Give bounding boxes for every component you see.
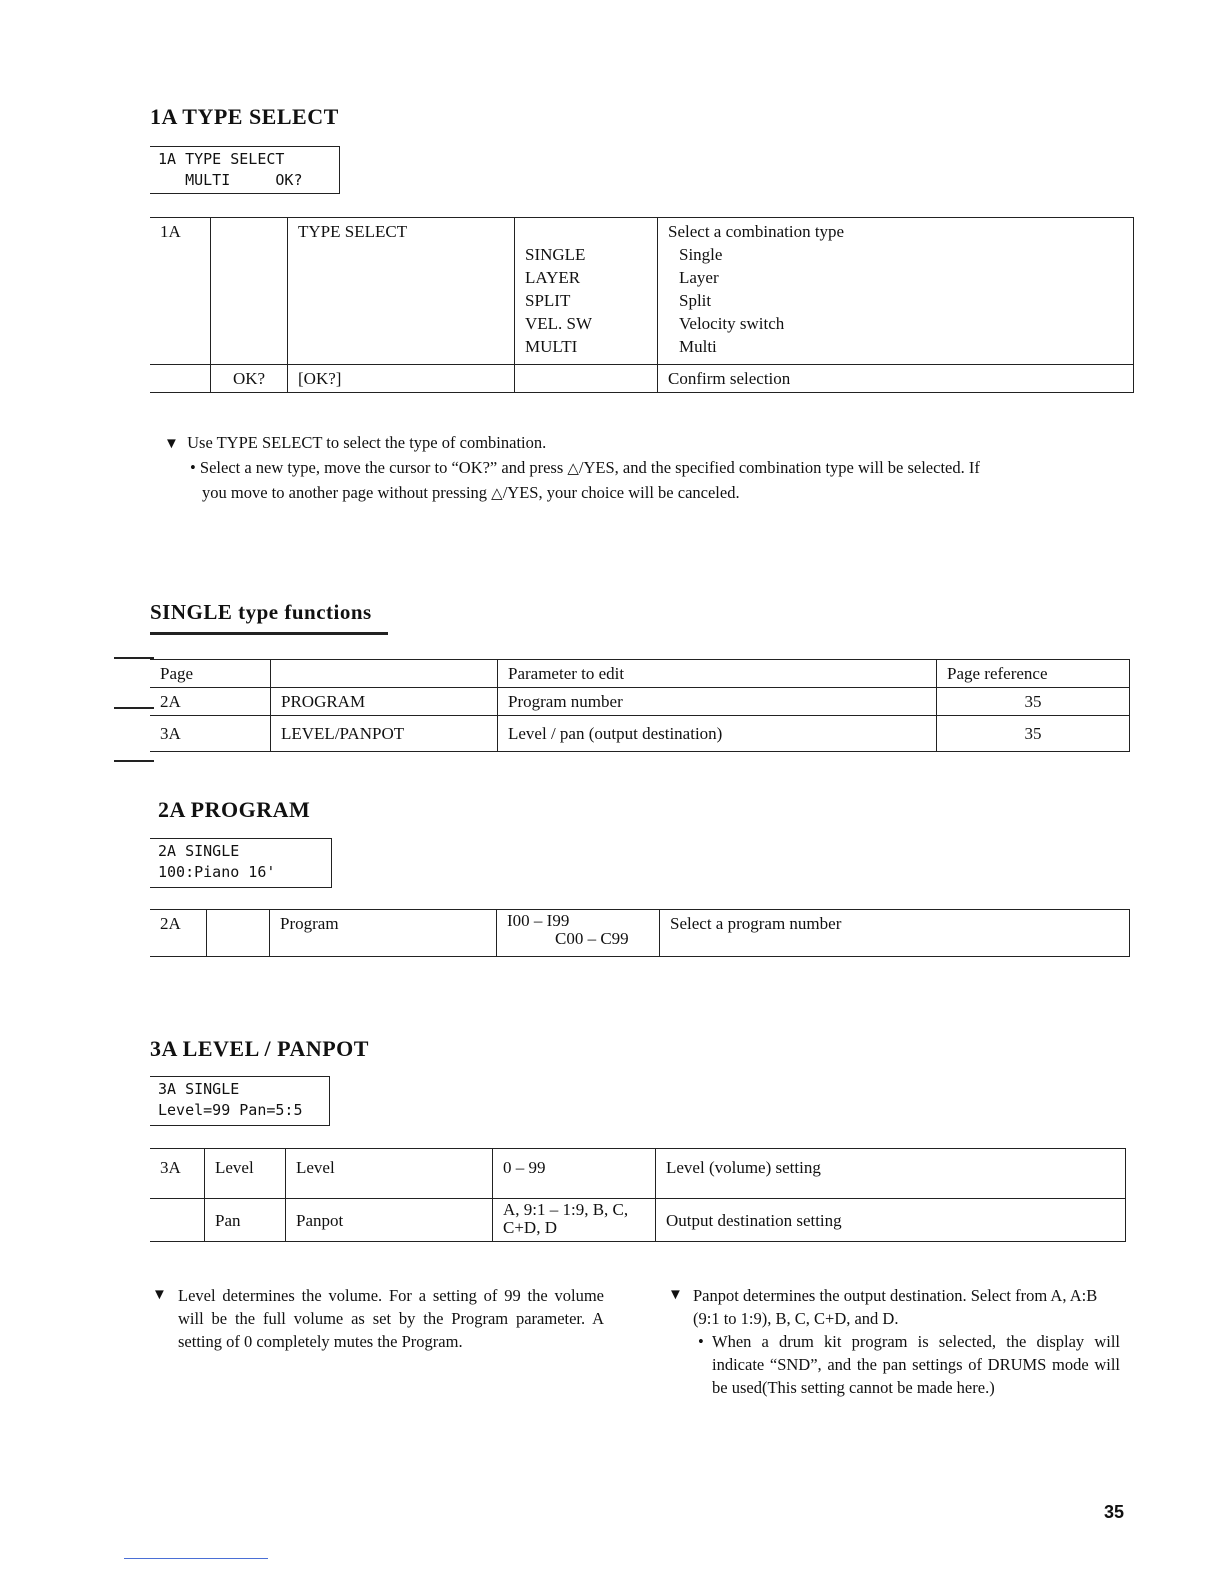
panpot-note: [668, 1284, 1120, 1399]
section-heading-program: 2A PROGRAM: [158, 797, 311, 822]
note-right-sub: When a drum kit program is selected, the display will indicate “SND”, and the pan settings of DRUMS mode will be used(This setting cannot be made here.): [712, 1332, 1120, 1397]
footer-rule: [124, 1558, 268, 1559]
value-layer: LAYER: [525, 268, 581, 287]
margin-rule: [114, 707, 154, 709]
lcd-display-program: [150, 838, 332, 888]
row-param: Level / pan (output destination): [498, 716, 937, 752]
abbr-cell: [211, 218, 288, 365]
header-name: [271, 660, 498, 688]
desc-cell: Select a program number: [660, 910, 1130, 957]
page-cell: 1A: [150, 218, 211, 365]
note-sub-2: you move to another page without pressing: [202, 483, 488, 502]
desc-cell: [658, 218, 1134, 365]
value-single: SINGLE: [525, 245, 586, 264]
param-cell: Program: [270, 910, 497, 957]
value-multi: MULTI: [525, 337, 578, 356]
lcd-line-1: 1A TYPE SELECT: [158, 150, 285, 168]
note-sub-yes2: /YES, your choice will be canceled.: [502, 483, 740, 502]
note-left-text: Level determines the volume. For a setting of 99 the volume will be the full volume as set by the Program parameter. A setting of 0 completely mutes the Program.: [178, 1286, 604, 1351]
range-internal: I00 – I99: [507, 911, 570, 930]
type-select-notes: ▼ Use TYPE SELECT to select the type of combination. • Select a new type, move the cursor to “OK?” and press △/YES, and the specified combination type will be selected. If you move to another page without pressing △/YES, your choice will be canceled.: [164, 433, 980, 502]
lcd-display-type-select: [150, 146, 340, 194]
table-row: [150, 716, 1130, 752]
row-param: Program number: [498, 688, 937, 716]
row-ref: 35: [937, 716, 1130, 752]
abbr-cell: OK?: [211, 365, 288, 393]
type-select-table: [150, 217, 1134, 393]
note-main: Use TYPE SELECT to select the type of combination.: [187, 433, 547, 452]
triangle-up-icon: △: [491, 486, 503, 502]
bullet-dot: •: [698, 1332, 704, 1351]
table-row: [150, 660, 1130, 688]
param-cell: TYPE SELECT: [288, 218, 515, 365]
table-row: [150, 1149, 1126, 1199]
table-row: [150, 1199, 1126, 1242]
page-number: 35: [1104, 1502, 1125, 1522]
desc-velocity: Velocity switch: [679, 314, 785, 333]
table-row: [150, 688, 1130, 716]
table-row: [150, 365, 1134, 393]
single-functions-table: [150, 659, 1130, 752]
margin-rule: [114, 657, 154, 659]
level-panpot-table: [150, 1148, 1126, 1242]
row-name: PROGRAM: [271, 688, 498, 716]
desc-cell: Level (volume) setting: [656, 1149, 1126, 1199]
triangle-down-icon: ▼: [164, 436, 179, 452]
value-vel-sw: VEL. SW: [525, 314, 593, 333]
values-cell: [515, 218, 658, 365]
table-row: [150, 218, 1134, 365]
page-cell: [150, 365, 211, 393]
abbr-cell: Level: [205, 1149, 286, 1199]
margin-rule: [114, 760, 154, 762]
abbr-cell: [207, 910, 270, 957]
section-heading-type-select: 1A TYPE SELECT: [150, 104, 339, 129]
triangle-up-icon: △: [567, 461, 579, 477]
lcd-line-1: 3A SINGLE: [158, 1080, 240, 1098]
lcd-display-level-panpot: [150, 1076, 330, 1126]
lcd-line-2: 100:Piano 16': [158, 863, 276, 881]
header-param: Parameter to edit: [498, 660, 937, 688]
value-split: SPLIT: [525, 291, 571, 310]
row-page: 2A: [150, 688, 271, 716]
param-cell: Level: [286, 1149, 493, 1199]
header-ref: Page reference: [937, 660, 1130, 688]
row-ref: 35: [937, 688, 1130, 716]
desc-cell: Confirm selection: [658, 365, 1134, 393]
heading-underline: [150, 632, 388, 635]
lcd-line-2: Level=99 Pan=5:5: [158, 1101, 303, 1119]
param-cell: Panpot: [286, 1199, 493, 1242]
table-row: [150, 910, 1130, 957]
desc-single: Single: [679, 245, 723, 264]
desc-split: Split: [679, 291, 712, 310]
page-cell: 2A: [150, 910, 207, 957]
section-heading-level-panpot: 3A LEVEL / PANPOT: [150, 1036, 369, 1061]
page-cell: 3A: [150, 1149, 205, 1199]
lcd-line-2: MULTI OK?: [158, 171, 303, 189]
page-cell: [150, 1199, 205, 1242]
note-sub-1: Select a new type, move the cursor to “OK?” and press: [199, 458, 564, 477]
desc-title: Select a combination type: [668, 222, 845, 241]
lcd-line-1: 2A SINGLE: [158, 842, 240, 860]
note-sub-yes: /YES, and the specified combination type will be selected. If: [578, 458, 980, 477]
row-page: 3A: [150, 716, 271, 752]
values-cell: [515, 365, 658, 393]
abbr-cell: Pan: [205, 1199, 286, 1242]
desc-cell: Output destination setting: [656, 1199, 1126, 1242]
desc-multi: Multi: [679, 337, 717, 356]
range-card: C00 – C99: [555, 929, 629, 948]
desc-layer: Layer: [679, 268, 719, 287]
program-table: [150, 909, 1130, 957]
section-heading-single-functions: SINGLE type functions: [150, 600, 372, 624]
header-page: Page: [150, 660, 271, 688]
note-right-text: Panpot determines the output destination. Select from A, A:B (9:1 to 1:9), B, C, C+D, and D.: [693, 1286, 1098, 1328]
triangle-down-icon: ▼: [152, 1287, 167, 1303]
range-cell: A, 9:1 – 1:9, B, C, C+D, D: [493, 1199, 656, 1242]
triangle-down-icon: ▼: [668, 1287, 683, 1303]
range-cell: 0 – 99: [493, 1149, 656, 1199]
range-cell: [497, 910, 660, 957]
row-name: LEVEL/PANPOT: [271, 716, 498, 752]
param-cell: [OK?]: [288, 365, 515, 393]
level-note: [152, 1284, 604, 1353]
